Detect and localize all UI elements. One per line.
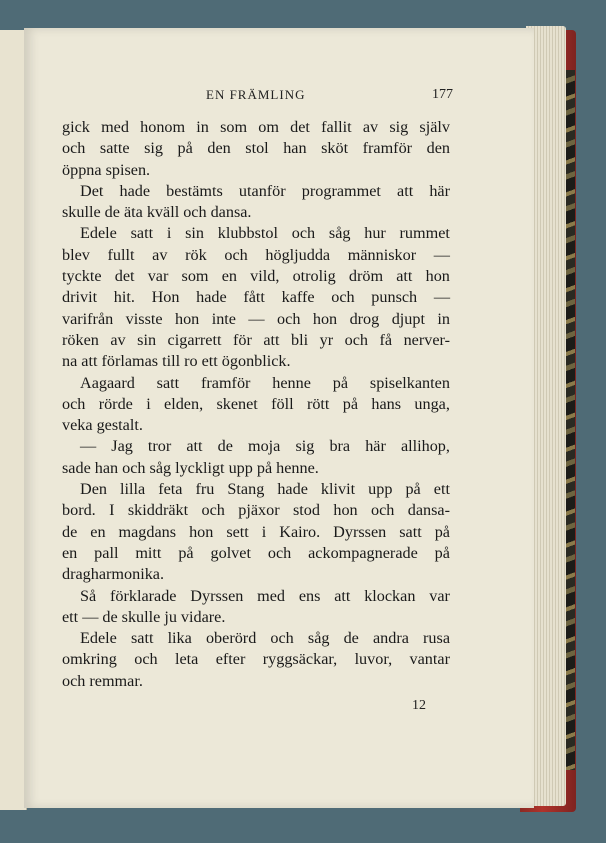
word: djupt [391, 309, 425, 328]
text-line [62, 564, 450, 585]
word: gick [62, 118, 90, 136]
word: på [332, 373, 349, 392]
word: honom [140, 118, 186, 136]
word: — [82, 607, 99, 626]
word: att [186, 437, 203, 456]
text-line [62, 500, 450, 521]
word: och [201, 501, 225, 520]
word: föll [271, 394, 294, 413]
text-line [62, 649, 450, 670]
word: klivit [320, 480, 356, 499]
word: magdans [118, 522, 177, 541]
word: på [405, 480, 421, 499]
word: ett [62, 607, 79, 626]
word: satt [130, 224, 154, 243]
word: och [291, 224, 316, 243]
text-line [62, 479, 450, 500]
word: med [101, 118, 129, 136]
word: upp [228, 458, 253, 477]
text-line [62, 117, 450, 138]
text-line [62, 287, 450, 308]
word: Dyrssen [333, 522, 387, 541]
word: de [62, 522, 78, 541]
word: och [183, 203, 207, 222]
text-line [62, 351, 450, 372]
word: i [166, 224, 172, 243]
word: sin [137, 330, 157, 349]
word: hon [425, 267, 450, 286]
book-page [24, 28, 534, 808]
word: som [220, 118, 248, 136]
word: att [263, 330, 280, 349]
text-line [62, 543, 450, 564]
text-line [62, 373, 450, 394]
word: en [221, 267, 237, 286]
word: röken [62, 330, 99, 349]
word: gestalt. [96, 416, 143, 435]
word: lilla [120, 480, 146, 499]
word: dröm [348, 267, 384, 286]
word: som [181, 267, 209, 286]
word: hans [371, 394, 402, 413]
word: — [248, 309, 265, 328]
word: satt [130, 629, 154, 648]
word: stol [245, 139, 269, 158]
word: att [397, 181, 414, 200]
word: på [434, 543, 450, 562]
word: såg [149, 458, 172, 477]
word: varifrån [62, 309, 114, 328]
word: vantar [409, 650, 450, 669]
word: Edele [80, 629, 117, 648]
word: tror [147, 437, 172, 456]
word: såg [307, 629, 330, 648]
word: hade [277, 480, 308, 499]
word: spisen. [105, 160, 151, 179]
word: skulle [62, 203, 101, 222]
text-line [62, 138, 450, 159]
word: Aagaard [80, 373, 135, 392]
word: allihop, [400, 437, 450, 456]
word: ens [298, 586, 321, 605]
word: fullt [107, 245, 135, 264]
word: framför [362, 139, 413, 158]
word: för [232, 330, 252, 349]
word: elden, [164, 394, 204, 413]
word: av [362, 118, 379, 136]
word: ett [201, 352, 218, 371]
word: skiddräkt [127, 501, 189, 520]
word: och [270, 629, 294, 648]
word: klockan [364, 586, 416, 605]
word: tyckte [62, 267, 102, 286]
word: bestämts [166, 181, 223, 200]
word: moja [248, 437, 281, 456]
word: Det [80, 181, 104, 200]
text-line [62, 202, 450, 223]
word: fått [243, 288, 265, 307]
word: hur [364, 224, 386, 243]
word: att [334, 586, 351, 605]
word: kaffe [281, 288, 315, 307]
text-line [62, 394, 450, 415]
word: till [162, 352, 181, 371]
word: var [429, 586, 450, 605]
word: spiselkanten [369, 373, 450, 392]
word: Jag [111, 437, 133, 456]
word: feta [158, 480, 183, 499]
word: öppna [62, 160, 102, 179]
word: i [146, 394, 151, 413]
word: golvet [210, 543, 251, 562]
word: och [344, 330, 368, 349]
word: fallit [321, 118, 352, 136]
word: och [122, 458, 146, 477]
word: ryggsäckar, [262, 650, 338, 669]
word: och [62, 671, 86, 690]
word: med [257, 586, 286, 605]
word: dansa- [407, 501, 450, 520]
word: Den [80, 480, 107, 499]
word: på [256, 458, 273, 477]
word: vidare. [180, 607, 226, 626]
word: utanför [238, 181, 286, 200]
text-line [62, 458, 450, 479]
word: rött [306, 394, 330, 413]
word: visste [125, 309, 163, 328]
word: sett [226, 522, 249, 541]
word: det [114, 267, 135, 286]
word: om [258, 118, 279, 136]
word: hit. [113, 288, 135, 307]
word: människor [347, 245, 417, 264]
word: rörde [98, 394, 133, 413]
text-line [62, 586, 450, 607]
word: i [261, 522, 267, 541]
word: blev [62, 245, 90, 264]
word: ju [164, 607, 177, 626]
word: hon [312, 309, 338, 328]
text-line [62, 160, 450, 181]
word: ackompagnerade [308, 543, 418, 562]
word: förlamas [101, 352, 159, 371]
word: att [396, 267, 413, 286]
word: Stang [227, 480, 265, 499]
word: nerver- [403, 330, 450, 349]
left-page-edge [0, 30, 27, 810]
word: upp [368, 480, 393, 499]
word: såg [328, 224, 351, 243]
word: de [102, 607, 118, 626]
word: och [224, 245, 248, 264]
text-line [62, 223, 450, 244]
word: äta [123, 203, 143, 222]
word: sig [389, 118, 409, 136]
word: dansa. [210, 203, 252, 222]
word: pjäxor [238, 501, 280, 520]
word: programmet [301, 181, 381, 200]
word: satt [156, 373, 180, 392]
word: bra [329, 437, 351, 456]
word: han [283, 139, 307, 158]
word: sig [144, 139, 164, 158]
word: på [178, 543, 194, 562]
word: cigarrett [167, 330, 222, 349]
word: lika [167, 629, 192, 648]
word: hade [196, 288, 227, 307]
word: framför [201, 373, 251, 392]
word: otrolig [292, 267, 336, 286]
word: och [267, 543, 292, 562]
word: Kairo. [279, 522, 321, 541]
page-number: 177 [432, 87, 453, 102]
word: av [152, 245, 168, 264]
word: Hon [151, 288, 180, 307]
word: de [217, 437, 233, 456]
word: na [62, 352, 78, 371]
word: drog [349, 309, 380, 328]
word: att [81, 352, 98, 371]
word: Så [80, 586, 97, 605]
word: hon [333, 501, 358, 520]
word: kväll [146, 203, 180, 222]
word: en [62, 543, 78, 562]
word: han [94, 458, 119, 477]
word: rusa [423, 629, 450, 648]
text-line [62, 522, 450, 543]
word: andra [372, 629, 409, 648]
word: den [207, 139, 231, 158]
word: av [110, 330, 126, 349]
word: oberörd [205, 629, 257, 648]
text-line [62, 330, 450, 351]
word: mitt [135, 543, 162, 562]
word: drivit [62, 288, 98, 307]
word: inte [211, 309, 236, 328]
text-line [62, 181, 450, 202]
word: och [62, 139, 86, 158]
word: på [342, 394, 359, 413]
word: var [147, 267, 169, 286]
word: henne. [276, 458, 319, 477]
word: I [109, 501, 115, 520]
word: yr [319, 330, 334, 349]
word: här [365, 437, 386, 456]
word: skenet [216, 394, 258, 413]
word: och [134, 650, 158, 669]
word: — [433, 245, 450, 264]
text-line [62, 245, 450, 266]
word: här [429, 181, 450, 200]
word: och [62, 394, 86, 413]
word: vild, [250, 267, 280, 286]
word: rummet [399, 224, 450, 243]
word: unga, [414, 394, 450, 413]
word: och [371, 501, 395, 520]
word: stod [292, 501, 320, 520]
word: — [433, 288, 450, 307]
word: på [434, 522, 450, 541]
word: den [426, 139, 450, 158]
body-text [62, 117, 450, 692]
word: Dyrssen [190, 586, 244, 605]
text-line [62, 415, 450, 436]
word: remmar. [89, 671, 143, 690]
word: — [80, 437, 97, 456]
word: leta [174, 650, 199, 669]
word: omkring [62, 650, 117, 669]
word: veka [62, 416, 93, 435]
word: förklarade [109, 586, 177, 605]
word: på [177, 139, 193, 158]
word: bli [291, 330, 309, 349]
word: själv [419, 118, 450, 136]
word: sade [62, 458, 91, 477]
word: de [343, 629, 359, 648]
word: och [331, 288, 355, 307]
text-line [62, 628, 450, 649]
word: klubbstol [217, 224, 279, 243]
word: få [379, 330, 393, 349]
word: sig [295, 437, 315, 456]
word: en [90, 522, 106, 541]
word: ett [433, 480, 450, 499]
word: dragharmonika. [62, 565, 165, 584]
text-line [62, 309, 450, 330]
word: Edele [80, 224, 117, 243]
text-line [62, 671, 450, 692]
word: ro [184, 352, 198, 371]
word: lyckligt [175, 458, 225, 477]
word: pall [94, 543, 119, 562]
text-line [62, 266, 450, 287]
word: efter [215, 650, 246, 669]
text-line [62, 607, 450, 628]
word: satte [99, 139, 130, 158]
word: sköt [321, 139, 349, 158]
word: bord. [62, 501, 96, 520]
word: de [104, 203, 120, 222]
word: hon [189, 522, 214, 541]
text-line [62, 436, 450, 457]
word: högljudda [265, 245, 331, 264]
word: punsch [371, 288, 418, 307]
word: ögonblick. [221, 352, 291, 371]
word: henne [272, 373, 311, 392]
word: och [277, 309, 301, 328]
running-title: EN FRÄMLING [206, 87, 306, 102]
word: luvor, [354, 650, 393, 669]
signature-mark: 12 [412, 698, 426, 713]
word: rök [185, 245, 207, 264]
word: skulle [121, 607, 161, 626]
word: hon [174, 309, 200, 328]
word: satt [399, 522, 422, 541]
word: hade [119, 181, 151, 200]
word: in [196, 118, 209, 136]
word: fru [195, 480, 215, 499]
word: det [290, 118, 310, 136]
word: sin [185, 224, 204, 243]
word: in [437, 309, 450, 328]
